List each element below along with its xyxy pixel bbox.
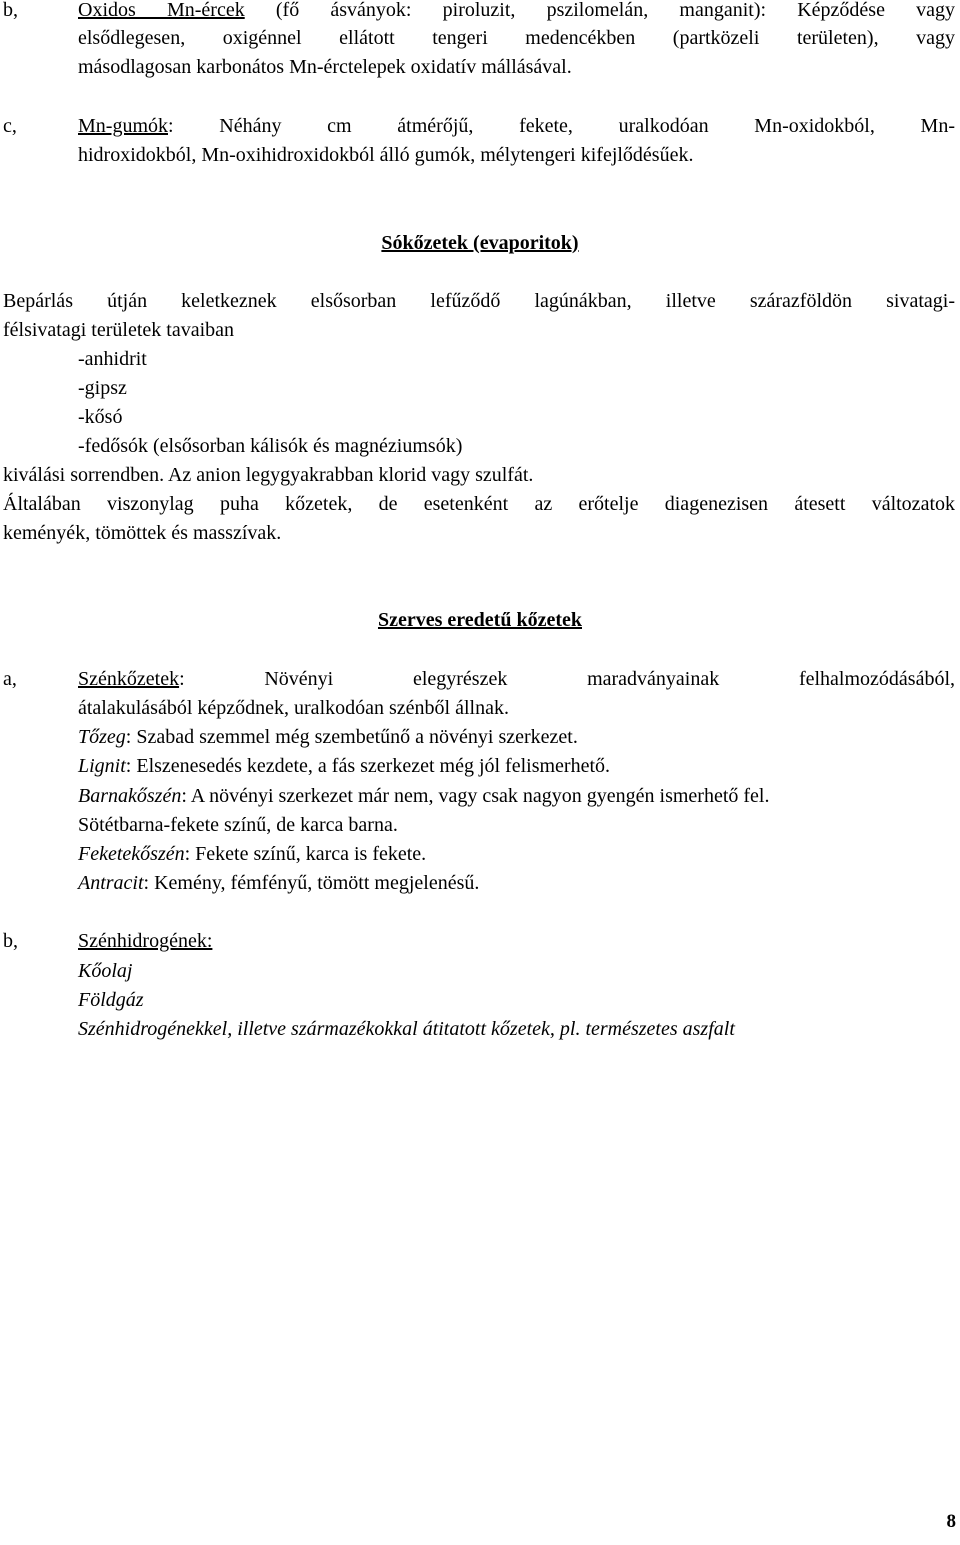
szenhidrogenek-term: Szénhidrogének:: [78, 930, 213, 952]
coal-type-row: [78, 840, 426, 868]
coal-type-desc: : Fekete színű, karca is fekete.: [184, 843, 427, 865]
evaporit-intro-line-2: félsivatagi területek tavaiban: [3, 319, 235, 341]
oxidos-line-1: [78, 0, 955, 24]
gumok-term: Mn-gumók: [78, 115, 168, 137]
szenkozetek-line-1-text: : Növényi elegyrészek maradványainak felhalmozódásából,: [179, 668, 955, 690]
evaporit-after-line-3: keményék, tömöttek és masszívak.: [3, 522, 282, 544]
coal-type-name: Barnakőszén: [78, 785, 182, 807]
section-heading-evaporit: Sókőzetek (evaporitok): [381, 232, 579, 254]
coal-type-name: Feketekőszén: [78, 843, 185, 865]
coal-type-name: Antracit: [78, 872, 144, 894]
coal-type-row: [78, 782, 769, 810]
coal-type-desc: Sötétbarna-fekete színű, de karca barna.: [78, 814, 398, 836]
gumok-line-1: [78, 112, 955, 140]
gumok-line-1-text: : Néhány cm átmérőjű, fekete, uralkodóan Mn-oxidokból, Mn-: [168, 115, 955, 137]
evaporit-list-item: -fedősók (elsősorban kálisók és magnéziumsók): [78, 435, 463, 457]
evaporit-list-item: -kősó: [78, 406, 123, 428]
evaporit-after-line-1: kiválási sorrendben. Az anion legygyakrabban klorid vagy szulfát.: [3, 464, 534, 486]
item-marker: c,: [3, 115, 17, 137]
gumok-line-2: hidroxidokból, Mn-oxihidroxidokból álló gumók, mélytengeri kifejlődésűek.: [78, 144, 694, 166]
szenkozetek-line-2: átalakulásából képződnek, uralkodóan szénből állnak.: [78, 697, 509, 719]
coal-type-row: [78, 723, 578, 751]
hydrocarbon-item: Szénhidrogénekkel, illetve származékokkal átitatott kőzetek, pl. természetes aszfalt: [78, 1018, 735, 1040]
coal-type-name: Tőzeg: [78, 726, 126, 748]
coal-type-row: [78, 752, 610, 780]
coal-type-row: [78, 811, 398, 839]
coal-type-desc: : A növényi szerkezet már nem, vagy csak nagyon gyengén ismerhető fel.: [181, 785, 770, 807]
oxidos-line-1-text: (fő ásványok: piroluzit, pszilomelán, manganit): Képződése vagy: [244, 0, 955, 21]
evaporit-intro-line-1: Bepárlás útján keletkeznek elsősorban lefűződő lagúnákban, illetve szárazföldön sivatagi-: [3, 290, 955, 312]
coal-type-desc: : Kemény, fémfényű, tömött megjelenésű.: [143, 872, 480, 894]
item-marker: a,: [3, 668, 17, 690]
evaporit-after-line-2: Általában viszonylag puha kőzetek, de esetenként az erőtelje diagenezisen átesett változatok: [3, 493, 955, 515]
page-number: 8: [946, 1511, 956, 1532]
hydrocarbon-item: Kőolaj: [78, 960, 133, 982]
coal-type-desc: : Elszenesedés kezdete, a fás szerkezet még jól felismerhető.: [125, 755, 611, 777]
evaporit-list-item: -anhidrit: [78, 348, 147, 370]
item-marker: b,: [3, 930, 18, 952]
coal-type-row: [78, 869, 479, 897]
oxidos-term: Oxidos Mn-ércek: [78, 0, 245, 21]
coal-type-desc: : Szabad szemmel még szembetűnő a növényi szerkezet.: [125, 726, 578, 748]
item-marker: b,: [3, 0, 18, 21]
section-heading-szerves: Szerves eredetű kőzetek: [377, 609, 582, 631]
hydrocarbon-item: Földgáz: [78, 989, 144, 1011]
evaporit-list-item: -gipsz: [78, 377, 127, 399]
szenkozetek-line-1: [78, 665, 955, 693]
szenkozetek-term: Szénkőzetek: [78, 668, 180, 690]
oxidos-line-2: elsődlegesen, oxigénnel ellátott tengeri medencékben (partközeli területen), vagy: [78, 27, 955, 49]
coal-type-name: Lignit: [78, 755, 126, 777]
oxidos-line-3: másodlagosan karbonátos Mn-érctelepek oxidatív mállásával.: [78, 56, 572, 78]
